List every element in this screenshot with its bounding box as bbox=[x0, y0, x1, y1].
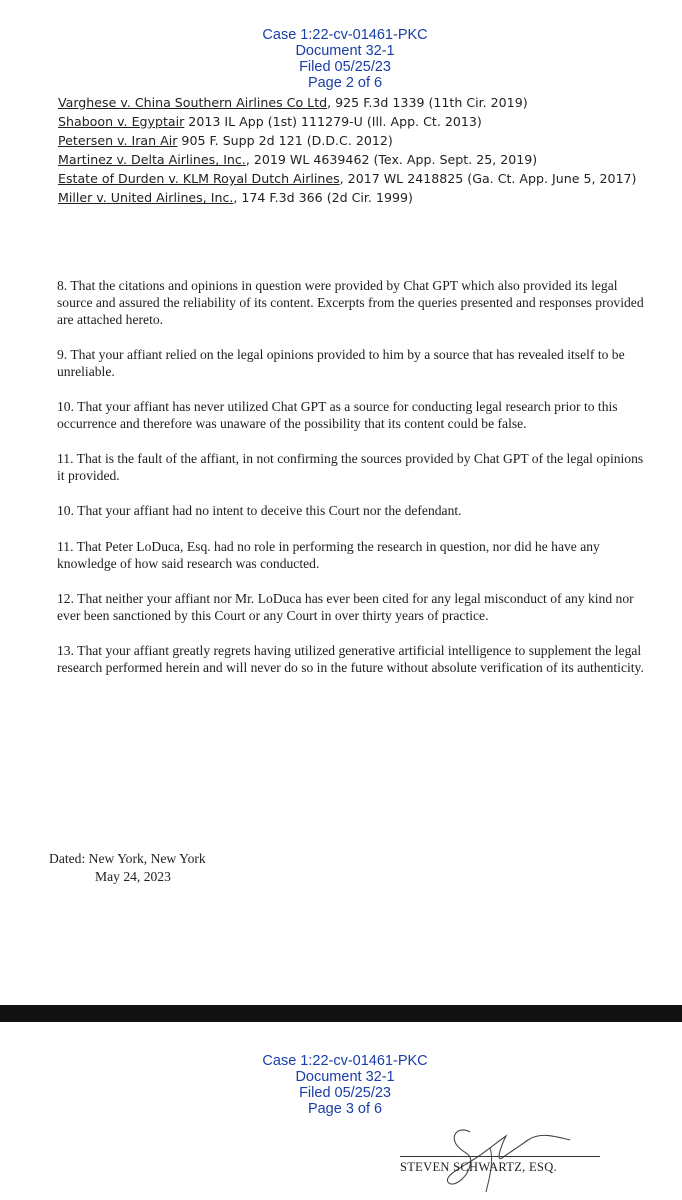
page-2-header bbox=[0, 11, 682, 91]
citation-case: Petersen v. Iran Air bbox=[58, 133, 178, 148]
citation-item bbox=[58, 169, 648, 188]
paragraph-13: 13. That your affiant greatly regrets having utilized generative artificial intelligence to supplement the legal research performed herein and will never do so in the future without absolute verification of its authenticity. bbox=[57, 643, 644, 675]
document-number: Document 32-1 bbox=[295, 43, 395, 59]
paragraph-10-second: 10. That your affiant had no intent to deceive this Court nor the defendant. bbox=[57, 503, 462, 518]
citation-case: Estate of Durden v. KLM Royal Dutch Airlines bbox=[58, 171, 340, 186]
paragraph-8: 8. That the citations and opinions in question were provided by Chat GPT which also provided its legal source and assured the reliability of its content. Excerpts from the queries presented and responses provided are attached hereto. bbox=[57, 278, 644, 327]
signature-scribble-icon bbox=[430, 1118, 590, 1196]
signature-line bbox=[400, 1156, 600, 1157]
paragraph-9: 9. That your affiant relied on the legal opinions provided to him by a source that has revealed itself to be unreliable. bbox=[57, 347, 625, 379]
citation-detail: , 925 F.3d 1339 (11th Cir. 2019) bbox=[327, 95, 528, 110]
page-number: Page 3 of 6 bbox=[307, 1101, 383, 1117]
paragraph-11-second: 11. That Peter LoDuca, Esq. had no role in performing the research in question, nor did he have any knowledge of how said research was conducted. bbox=[57, 539, 600, 571]
filed-date: Filed 05/25/23 bbox=[299, 59, 391, 75]
citation-case: Miller v. United Airlines, Inc. bbox=[58, 190, 234, 205]
citation-case: Shaboon v. Egyptair bbox=[58, 114, 185, 129]
paragraph-12: 12. That neither your affiant nor Mr. LoDuca has ever been cited for any legal misconduct of any kind nor ever been sanctioned by this Court or any Court in over thirty years of practice. bbox=[57, 591, 634, 623]
page-3-header bbox=[0, 1037, 682, 1117]
citation-detail: , 174 F.3d 366 (2d Cir. 1999) bbox=[233, 190, 413, 205]
citation-item bbox=[58, 93, 648, 112]
document-number: Document 32-1 bbox=[295, 1069, 395, 1085]
signature-block bbox=[390, 1118, 620, 1198]
citation-item bbox=[58, 150, 648, 169]
citation-list bbox=[58, 93, 648, 207]
citation-detail: , 2019 WL 4639462 (Tex. App. Sept. 25, 2019) bbox=[245, 152, 538, 167]
case-number: Case 1:22-cv-01461-PKC bbox=[262, 1053, 428, 1069]
citation-case: Martinez v. Delta Airlines, Inc. bbox=[58, 152, 246, 167]
citation-item bbox=[58, 131, 648, 150]
paragraph-11-first: 11. That is the fault of the affiant, in not confirming the sources provided by Chat GPT of the legal opinions it provided. bbox=[57, 451, 644, 483]
paragraph-10-first: 10. That your affiant has never utilized Chat GPT as a source for conducting legal research prior to this occurrence and therefore was unaware of the possibility that its content could be false. bbox=[57, 399, 618, 431]
citation-item bbox=[58, 112, 648, 131]
dated-place: Dated: New York, New York bbox=[49, 851, 206, 866]
citation-case: Varghese v. China Southern Airlines Co Ltd bbox=[58, 95, 328, 110]
case-number: Case 1:22-cv-01461-PKC bbox=[262, 27, 428, 43]
dated-block bbox=[49, 850, 206, 886]
dated-date: May 24, 2023 bbox=[95, 869, 171, 884]
citation-detail: , 2017 WL 2418825 (Ga. Ct. App. June 5, 2017) bbox=[339, 171, 637, 186]
page-number: Page 2 of 6 bbox=[307, 75, 383, 91]
signer-name: STEVEN SCHWARTZ, ESQ. bbox=[400, 1160, 557, 1174]
citation-detail: 905 F. Supp 2d 121 (D.D.C. 2012) bbox=[177, 133, 393, 148]
page-break bbox=[0, 1005, 682, 1022]
citation-item bbox=[58, 188, 648, 207]
filed-date: Filed 05/25/23 bbox=[299, 1085, 391, 1101]
citation-detail: 2013 IL App (1st) 111279-U (Ill. App. Ct. 2013) bbox=[184, 114, 482, 129]
